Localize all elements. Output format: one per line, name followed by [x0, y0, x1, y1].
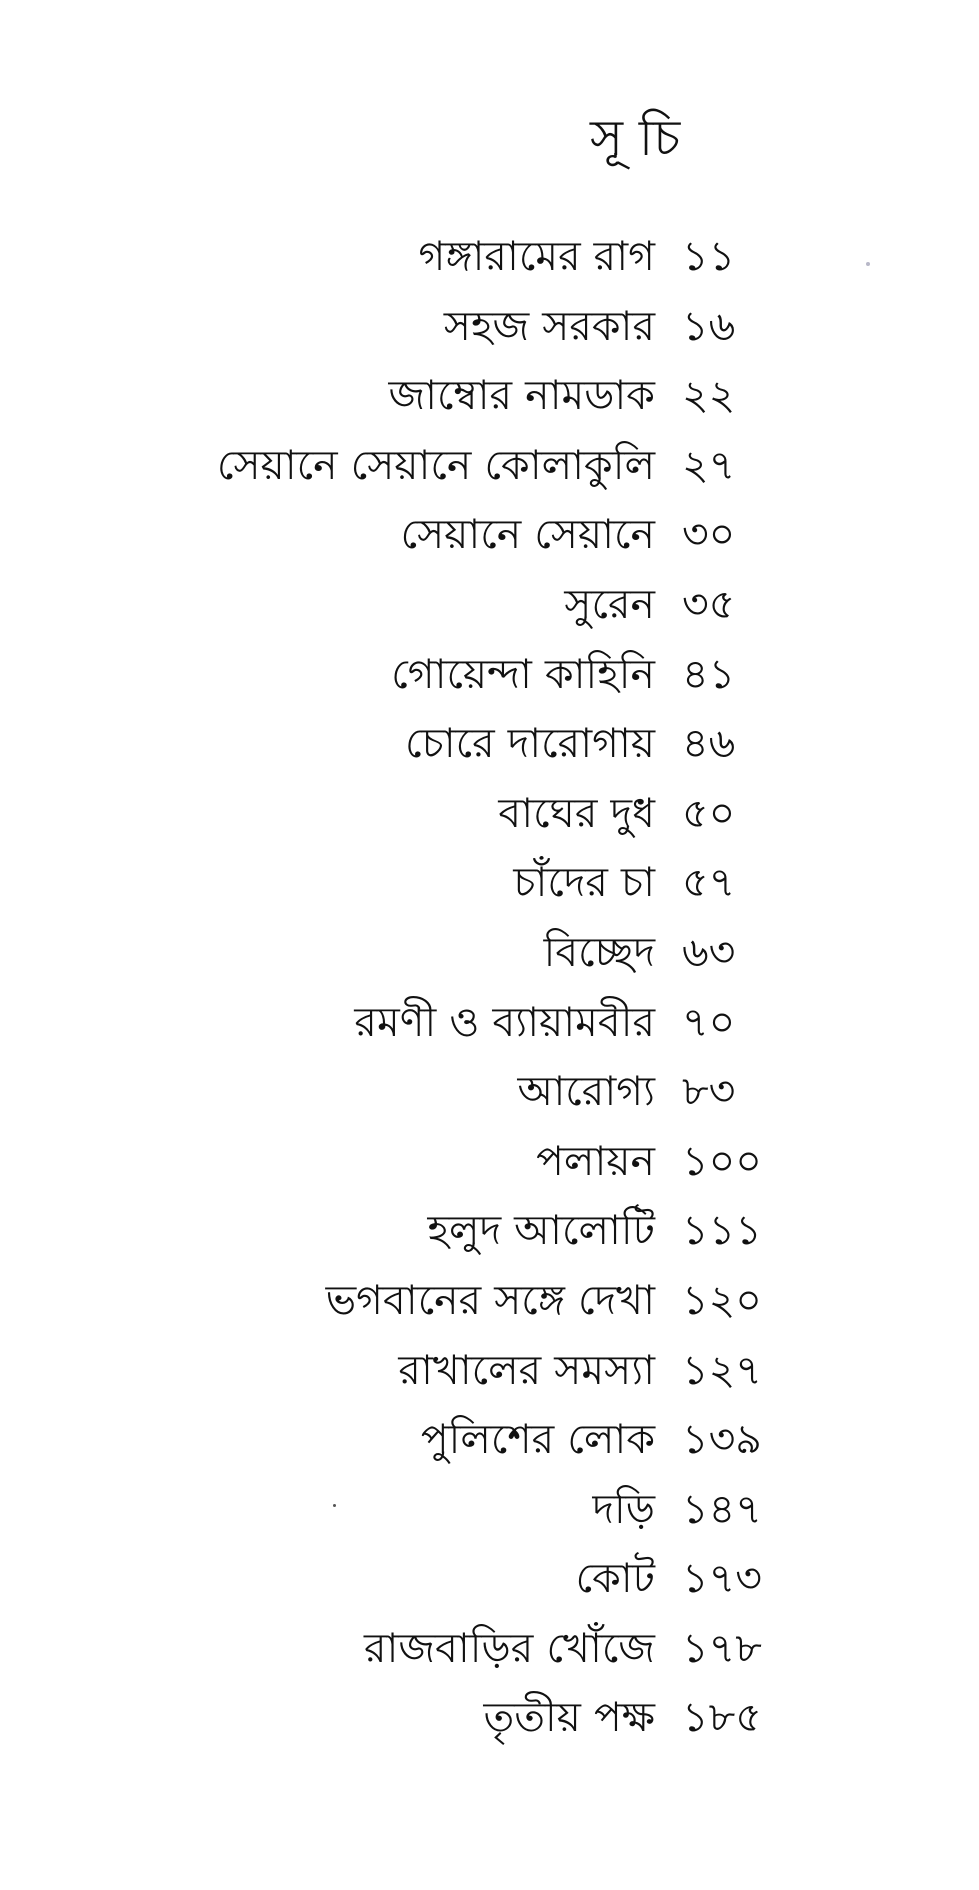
entry-title: সহজ সরকার — [443, 301, 655, 350]
entry-title: সেয়ানে সেয়ানে — [400, 510, 655, 559]
contents-entry — [0, 922, 979, 992]
entry-page-number: ১৭৩ — [682, 1554, 762, 1603]
contents-entry — [0, 852, 979, 922]
entry-title: কোট — [575, 1554, 655, 1603]
entry-page-number: ৪৬ — [682, 719, 736, 768]
contents-entry — [0, 1687, 979, 1757]
entry-title: গোয়েন্দা কাহিনি — [391, 649, 655, 698]
contents-entry — [0, 504, 979, 574]
entry-page-number: ১০০ — [682, 1136, 762, 1185]
entry-title: হলুদ আলোটি — [427, 1206, 655, 1255]
entry-title: সুরেন — [564, 579, 655, 628]
contents-entry — [0, 1548, 979, 1618]
entry-title: রাজবাড়ির খোঁজে — [363, 1623, 655, 1672]
entry-title: গঙ্গারামের রাগ — [418, 232, 655, 280]
contents-title: সূ চি — [590, 109, 681, 167]
paper-speck — [333, 1504, 336, 1507]
entry-title: আরোগ্য — [517, 1067, 655, 1116]
entry-title: চাঁদের চা — [513, 858, 655, 907]
entry-title: পলায়ন — [536, 1136, 655, 1185]
contents-entry — [0, 226, 979, 296]
entry-title: ভগবানের সঙ্গে দেখা — [325, 1275, 655, 1324]
entry-title: দড়ি — [592, 1484, 655, 1533]
entry-page-number: ১৬ — [682, 301, 736, 350]
entry-page-number: ১৮৫ — [682, 1693, 762, 1742]
entry-page-number: ৫৭ — [682, 858, 736, 907]
contents-entry — [0, 644, 979, 714]
entry-page-number: ৭০ — [682, 997, 736, 1046]
contents-entry — [0, 1200, 979, 1270]
entry-title: জাম্বোর নামডাক — [388, 371, 655, 420]
entry-page-number: ১১১ — [682, 1206, 762, 1255]
contents-entry — [0, 783, 979, 853]
entry-page-number: ১৪৭ — [682, 1484, 762, 1533]
entry-page-number: ১২৭ — [682, 1345, 762, 1394]
paper-speck — [866, 262, 870, 266]
contents-entry — [0, 1270, 979, 1340]
contents-entry — [0, 1131, 979, 1201]
contents-entry — [0, 574, 979, 644]
entry-title: বাঘের দুধ — [498, 788, 655, 837]
contents-entry — [0, 1479, 979, 1549]
entry-page-number: ১১ — [682, 232, 736, 280]
contents-entry — [0, 1409, 979, 1479]
entry-page-number: ৬৩ — [682, 927, 736, 976]
entry-title: পুলিশের লোক — [420, 1415, 655, 1464]
entry-page-number: ১৭৮ — [682, 1623, 762, 1672]
entry-page-number: ৫০ — [682, 788, 736, 837]
entry-page-number: ২২ — [682, 371, 736, 420]
entry-title: তৃতীয় পক্ষ — [483, 1693, 655, 1742]
contents-entry — [0, 296, 979, 366]
entry-page-number: ২৭ — [682, 440, 736, 489]
entry-page-number: ৩০ — [682, 510, 736, 559]
contents-entry — [0, 1061, 979, 1131]
contents-entry — [0, 1618, 979, 1688]
contents-entry — [0, 713, 979, 783]
entry-title: রমণী ও ব্যায়ামবীর — [354, 997, 655, 1046]
contents-entry — [0, 992, 979, 1062]
entry-page-number: ৮৩ — [682, 1067, 736, 1116]
entry-page-number: ১২০ — [682, 1275, 762, 1324]
entry-title: বিচ্ছেদ — [543, 927, 655, 976]
entry-page-number: ১৩৯ — [682, 1415, 762, 1464]
entry-title: সেয়ানে সেয়ানে কোলাকুলি — [216, 440, 655, 489]
contents-list — [0, 226, 979, 1757]
entry-page-number: ৩৫ — [682, 579, 736, 628]
entry-title: রাখালের সমস্যা — [398, 1345, 655, 1394]
contents-entry — [0, 435, 979, 505]
contents-entry — [0, 365, 979, 435]
contents-entry — [0, 1340, 979, 1410]
entry-title: চোরে দারোগায় — [405, 719, 655, 768]
entry-page-number: ৪১ — [682, 649, 736, 698]
